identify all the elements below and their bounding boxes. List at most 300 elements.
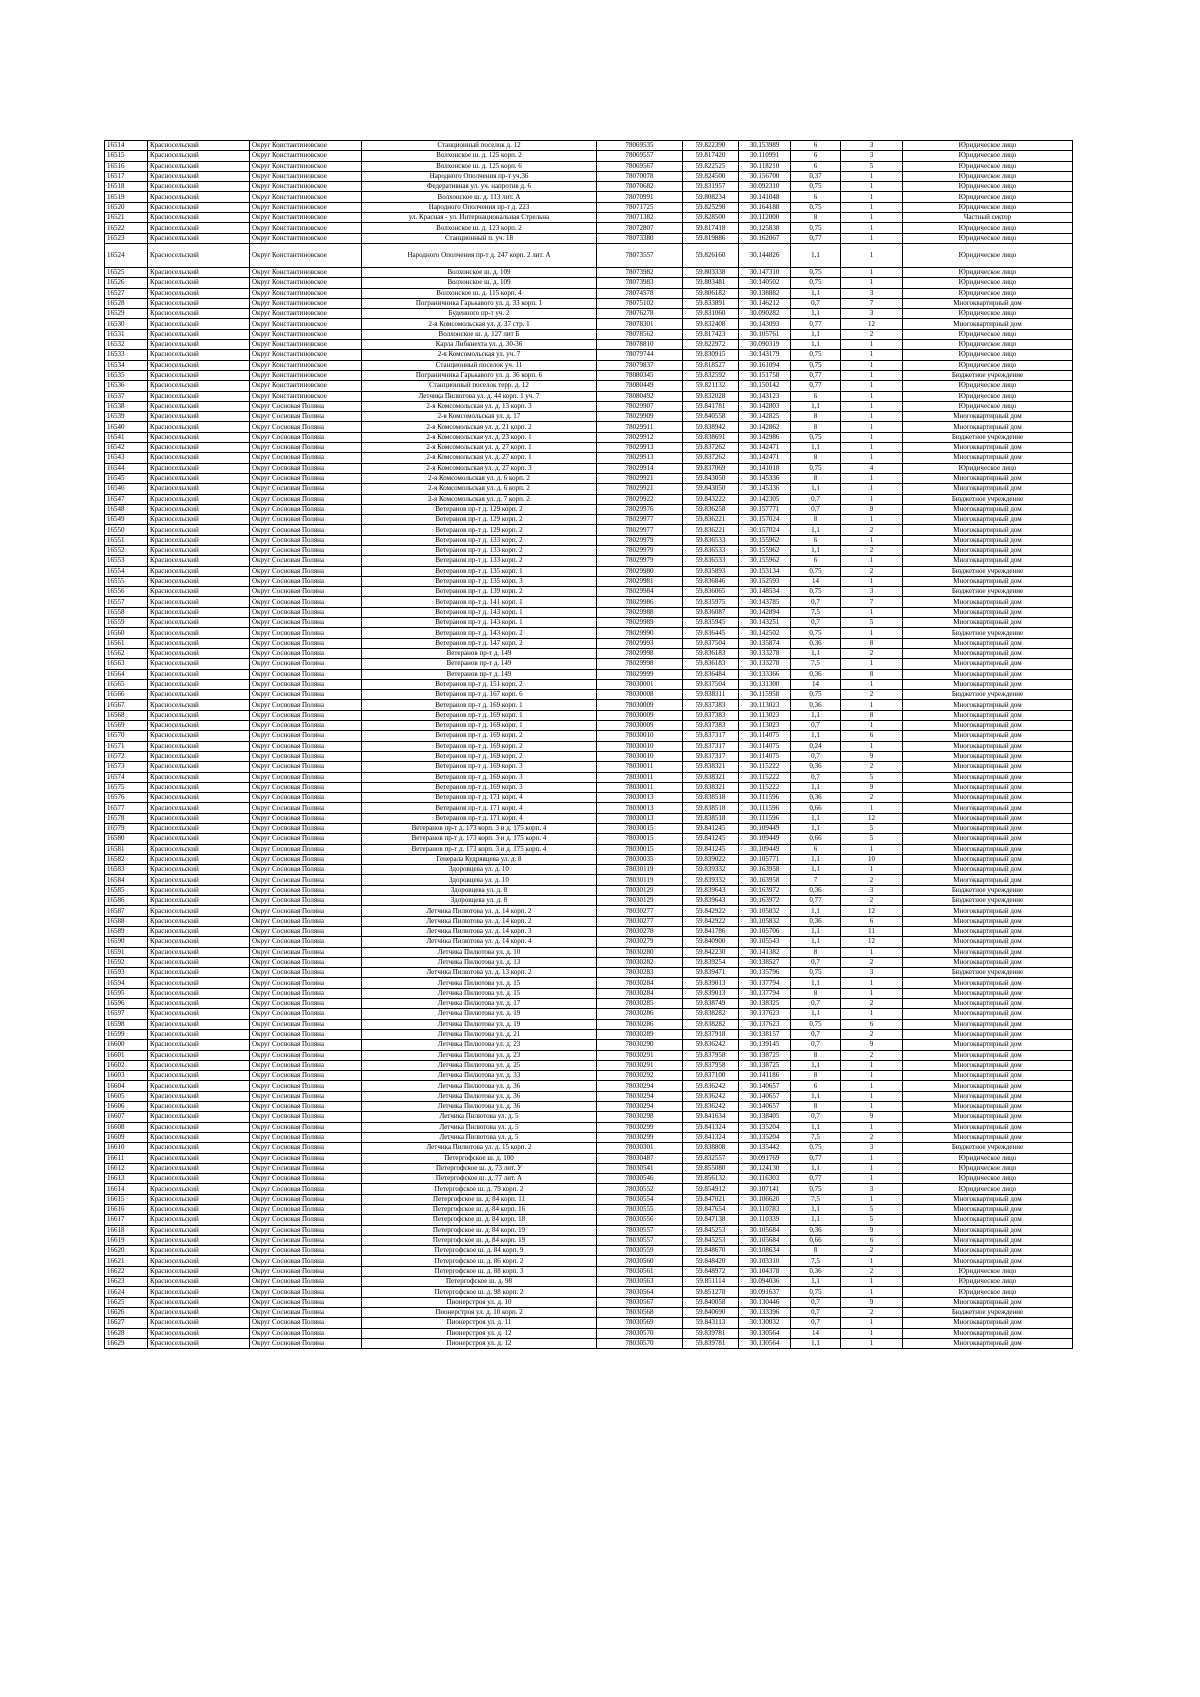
- cell-container-volume: 0,66: [791, 834, 841, 844]
- cell-row-number: 16543: [105, 453, 148, 463]
- cell-container-count: 2: [841, 1307, 903, 1317]
- cell-latitude: 59.817420: [683, 151, 739, 161]
- cell-row-number: 16534: [105, 360, 148, 370]
- cell-district: Красносельский: [148, 473, 250, 483]
- cell-address: Пионерстроя ул. д. 10 корп. 2: [362, 1307, 597, 1317]
- cell-municipal-okrug: Округ Сосновая Поляна: [250, 659, 362, 669]
- cell-owner-type: Многоквартирный дом: [903, 1204, 1073, 1214]
- cell-row-number: 16616: [105, 1204, 148, 1214]
- table-row: [105, 1297, 1073, 1307]
- cell-container-count: 2: [841, 566, 903, 576]
- cell-owner-type: Юридическое лицо: [903, 309, 1073, 319]
- cell-municipal-okrug: Округ Сосновая Поляна: [250, 1071, 362, 1081]
- cell-object-code: 78030570: [597, 1338, 683, 1348]
- cell-municipal-okrug: Округ Сосновая Поляна: [250, 1318, 362, 1328]
- cell-municipal-okrug: Округ Сосновая Поляна: [250, 638, 362, 648]
- cell-latitude: 59.837317: [683, 751, 739, 761]
- cell-latitude: 59.837069: [683, 463, 739, 473]
- cell-row-number: 16584: [105, 875, 148, 885]
- cell-object-code: 78030009: [597, 721, 683, 731]
- cell-municipal-okrug: Округ Сосновая Поляна: [250, 453, 362, 463]
- cell-district: Красносельский: [148, 607, 250, 617]
- cell-municipal-okrug: Округ Сосновая Поляна: [250, 1102, 362, 1112]
- cell-longitude: 30.138527: [739, 957, 791, 967]
- cell-district: Красносельский: [148, 576, 250, 586]
- cell-longitude: 30.105832: [739, 916, 791, 926]
- table-row: [105, 288, 1073, 298]
- cell-municipal-okrug: Округ Сосновая Поляна: [250, 1081, 362, 1091]
- cell-address: Ветеранов пр-т д. 169 корп. 1: [362, 700, 597, 710]
- cell-address: Ветеранов пр-т д. 169 корп. 2: [362, 751, 597, 761]
- cell-latitude: 59.837317: [683, 731, 739, 741]
- cell-municipal-okrug: Округ Сосновая Поляна: [250, 721, 362, 731]
- cell-container-count: 1: [841, 192, 903, 202]
- cell-container-count: 8: [841, 710, 903, 720]
- cell-container-volume: 1,1: [791, 545, 841, 555]
- cell-district: Красносельский: [148, 566, 250, 576]
- cell-longitude: 30.135204: [739, 1132, 791, 1142]
- cell-municipal-okrug: Округ Сосновая Поляна: [250, 566, 362, 576]
- cell-municipal-okrug: Округ Сосновая Поляна: [250, 1019, 362, 1029]
- cell-owner-type: Юридическое лицо: [903, 329, 1073, 339]
- cell-container-count: 9: [841, 504, 903, 514]
- table-row: [105, 916, 1073, 926]
- cell-owner-type: Многоквартирный дом: [903, 1194, 1073, 1204]
- cell-object-code: 78030282: [597, 957, 683, 967]
- cell-address: Здоровцева ул. д. 10: [362, 865, 597, 875]
- cell-object-code: 78029913: [597, 443, 683, 453]
- cell-container-count: 1: [841, 1287, 903, 1297]
- cell-container-count: 9: [841, 1297, 903, 1307]
- cell-district: Красносельский: [148, 700, 250, 710]
- cell-latitude: 59.836183: [683, 659, 739, 669]
- cell-address: Летчика Пилютова ул. д. 19: [362, 1019, 597, 1029]
- cell-latitude: 59.839013: [683, 988, 739, 998]
- table-row: [105, 1328, 1073, 1338]
- cell-object-code: 78029922: [597, 494, 683, 504]
- cell-object-code: 78070078: [597, 171, 683, 181]
- cell-municipal-okrug: Округ Сосновая Поляна: [250, 679, 362, 689]
- cell-latitude: 59.822525: [683, 161, 739, 171]
- table-row: [105, 762, 1073, 772]
- cell-owner-type: Юридическое лицо: [903, 182, 1073, 192]
- table-row: [105, 278, 1073, 288]
- cell-owner-type: Бюджетное учреждение: [903, 896, 1073, 906]
- table-row: [105, 443, 1073, 453]
- cell-row-number: 16578: [105, 813, 148, 823]
- cell-object-code: 78030291: [597, 1050, 683, 1060]
- cell-owner-type: Юридическое лицо: [903, 381, 1073, 391]
- cell-address: Петергофское ш. д. 84 корп. 9: [362, 1246, 597, 1256]
- cell-row-number: 16610: [105, 1143, 148, 1153]
- cell-container-count: 1: [841, 202, 903, 212]
- cell-district: Красносельский: [148, 319, 250, 329]
- cell-latitude: 59.803481: [683, 278, 739, 288]
- cell-owner-type: Многоквартирный дом: [903, 947, 1073, 957]
- cell-longitude: 30.137623: [739, 1009, 791, 1019]
- cell-district: Красносельский: [148, 1174, 250, 1184]
- cell-row-number: 16514: [105, 141, 148, 151]
- cell-longitude: 30.153989: [739, 141, 791, 151]
- cell-latitude: 59.847654: [683, 1204, 739, 1214]
- cell-municipal-okrug: Округ Сосновая Поляна: [250, 401, 362, 411]
- table-row: [105, 340, 1073, 350]
- cell-district: Красносельский: [148, 710, 250, 720]
- cell-latitude: 59.822972: [683, 340, 739, 350]
- cell-owner-type: Многоквартирный дом: [903, 937, 1073, 947]
- cell-object-code: 78030001: [597, 679, 683, 689]
- table-row: [105, 1235, 1073, 1245]
- cell-owner-type: Многоквартирный дом: [903, 813, 1073, 823]
- cell-longitude: 30.106620: [739, 1194, 791, 1204]
- cell-municipal-okrug: Округ Сосновая Поляна: [250, 607, 362, 617]
- cell-container-count: 2: [841, 545, 903, 555]
- cell-object-code: 78030560: [597, 1256, 683, 1266]
- cell-owner-type: Юридическое лицо: [903, 223, 1073, 233]
- cell-container-count: 1: [841, 453, 903, 463]
- cell-row-number: 16560: [105, 628, 148, 638]
- cell-row-number: 16587: [105, 906, 148, 916]
- table-row: [105, 844, 1073, 854]
- cell-district: Красносельский: [148, 267, 250, 277]
- cell-address: Петергофское ш. д. 77 лит. А: [362, 1174, 597, 1184]
- table-row: [105, 618, 1073, 628]
- cell-district: Красносельский: [148, 182, 250, 192]
- cell-container-count: 3: [841, 141, 903, 151]
- cell-container-volume: 6: [791, 151, 841, 161]
- cell-address: Петергофское ш. д. 84 корп. 16: [362, 1204, 597, 1214]
- table-row: [105, 669, 1073, 679]
- table-row: [105, 309, 1073, 319]
- cell-row-number: 16573: [105, 762, 148, 772]
- table-row: [105, 473, 1073, 483]
- cell-owner-type: Многоквартирный дом: [903, 422, 1073, 432]
- cell-row-number: 16597: [105, 1009, 148, 1019]
- cell-district: Красносельский: [148, 618, 250, 628]
- cell-district: Красносельский: [148, 772, 250, 782]
- cell-owner-type: Многоквартирный дом: [903, 1246, 1073, 1256]
- table-row: [105, 679, 1073, 689]
- cell-address: Ветеранов пр-т д. 135 корп. 1: [362, 566, 597, 576]
- cell-latitude: 59.835945: [683, 618, 739, 628]
- cell-container-volume: 8: [791, 473, 841, 483]
- cell-municipal-okrug: Округ Сосновая Поляна: [250, 1174, 362, 1184]
- cell-latitude: 59.840900: [683, 937, 739, 947]
- cell-latitude: 59.840690: [683, 1307, 739, 1317]
- cell-object-code: 78030564: [597, 1287, 683, 1297]
- cell-district: Красносельский: [148, 141, 250, 151]
- cell-municipal-okrug: Округ Константиновское: [250, 161, 362, 171]
- cell-row-number: 16528: [105, 298, 148, 308]
- cell-container-volume: 0,36: [791, 762, 841, 772]
- cell-container-count: 1: [841, 515, 903, 525]
- cell-container-volume: 1,1: [791, 906, 841, 916]
- cell-longitude: 30.130446: [739, 1297, 791, 1307]
- cell-district: Красносельский: [148, 834, 250, 844]
- cell-owner-type: Многоквартирный дом: [903, 762, 1073, 772]
- table-row: [105, 171, 1073, 181]
- table-row: [105, 937, 1073, 947]
- cell-district: Красносельский: [148, 1215, 250, 1225]
- cell-row-number: 16558: [105, 607, 148, 617]
- cell-district: Красносельский: [148, 1318, 250, 1328]
- cell-container-count: 1: [841, 432, 903, 442]
- cell-latitude: 59.838518: [683, 813, 739, 823]
- cell-address: Ветеранов пр-т д. 133 корп. 2: [362, 535, 597, 545]
- table-row: [105, 926, 1073, 936]
- cell-row-number: 16565: [105, 679, 148, 689]
- cell-municipal-okrug: Округ Сосновая Поляна: [250, 1235, 362, 1245]
- cell-container-volume: 8: [791, 453, 841, 463]
- cell-container-volume: 0,7: [791, 751, 841, 761]
- cell-district: Красносельский: [148, 278, 250, 288]
- cell-container-count: 1: [841, 803, 903, 813]
- cell-longitude: 30.143251: [739, 618, 791, 628]
- cell-object-code: 78030010: [597, 751, 683, 761]
- cell-owner-type: Многоквартирный дом: [903, 1112, 1073, 1122]
- cell-row-number: 16567: [105, 700, 148, 710]
- cell-container-count: 1: [841, 370, 903, 380]
- cell-row-number: 16517: [105, 171, 148, 181]
- cell-longitude: 30.110783: [739, 1204, 791, 1214]
- cell-district: Красносельский: [148, 793, 250, 803]
- cell-row-number: 16521: [105, 213, 148, 223]
- cell-row-number: 16552: [105, 545, 148, 555]
- cell-row-number: 16563: [105, 659, 148, 669]
- table-row: [105, 731, 1073, 741]
- cell-address: Летчика Пилютова ул. д. 5: [362, 1132, 597, 1142]
- cell-container-count: 9: [841, 1225, 903, 1235]
- table-row: [105, 628, 1073, 638]
- cell-district: Красносельский: [148, 1122, 250, 1132]
- table-row: [105, 782, 1073, 792]
- cell-longitude: 30.111596: [739, 813, 791, 823]
- cell-address: Здоровцева ул. д. 10: [362, 875, 597, 885]
- cell-row-number: 16613: [105, 1174, 148, 1184]
- cell-district: Красносельский: [148, 803, 250, 813]
- table-row: [105, 1246, 1073, 1256]
- cell-object-code: 78030561: [597, 1266, 683, 1276]
- cell-container-count: 1: [841, 1153, 903, 1163]
- cell-owner-type: Многоквартирный дом: [903, 473, 1073, 483]
- cell-owner-type: Многоквартирный дом: [903, 844, 1073, 854]
- cell-address: Петергофское ш. д. 86 корп. 2: [362, 1256, 597, 1266]
- cell-row-number: 16624: [105, 1287, 148, 1297]
- table-row: [105, 192, 1073, 202]
- cell-district: Красносельский: [148, 391, 250, 401]
- cell-address: Ветеранов пр-т д. 149: [362, 669, 597, 679]
- cell-municipal-okrug: Округ Сосновая Поляна: [250, 999, 362, 1009]
- cell-latitude: 59.854912: [683, 1184, 739, 1194]
- cell-owner-type: Многоквартирный дом: [903, 453, 1073, 463]
- cell-longitude: 30.090319: [739, 340, 791, 350]
- cell-row-number: 16603: [105, 1071, 148, 1081]
- cell-district: Красносельский: [148, 1338, 250, 1348]
- cell-row-number: 16545: [105, 473, 148, 483]
- cell-object-code: 78029921: [597, 484, 683, 494]
- cell-object-code: 78030119: [597, 865, 683, 875]
- cell-object-code: 78079744: [597, 350, 683, 360]
- cell-container-volume: 0,75: [791, 432, 841, 442]
- cell-object-code: 78069557: [597, 151, 683, 161]
- cell-latitude: 59.841324: [683, 1122, 739, 1132]
- cell-latitude: 59.836183: [683, 648, 739, 658]
- cell-owner-type: Многоквартирный дом: [903, 865, 1073, 875]
- table-row: [105, 1081, 1073, 1091]
- cell-municipal-okrug: Округ Сосновая Поляна: [250, 772, 362, 782]
- cell-municipal-okrug: Округ Сосновая Поляна: [250, 648, 362, 658]
- cell-municipal-okrug: Округ Сосновая Поляна: [250, 432, 362, 442]
- cell-owner-type: Многоквартирный дом: [903, 1132, 1073, 1142]
- cell-district: Красносельский: [148, 192, 250, 202]
- cell-container-count: 2: [841, 875, 903, 885]
- cell-container-count: 1: [841, 556, 903, 566]
- cell-municipal-okrug: Округ Сосновая Поляна: [250, 576, 362, 586]
- cell-municipal-okrug: Округ Сосновая Поляна: [250, 463, 362, 473]
- cell-row-number: 16585: [105, 885, 148, 895]
- cell-object-code: 78079837: [597, 360, 683, 370]
- cell-district: Красносельский: [148, 453, 250, 463]
- cell-longitude: 30.137623: [739, 1019, 791, 1029]
- cell-container-volume: 0,7: [791, 618, 841, 628]
- cell-container-volume: 0,75: [791, 267, 841, 277]
- cell-container-count: 1: [841, 1009, 903, 1019]
- cell-address: Федеративная ул. уч. напротив д. 6: [362, 182, 597, 192]
- cell-container-volume: 0,77: [791, 896, 841, 906]
- cell-district: Красносельский: [148, 947, 250, 957]
- table-row: [105, 1102, 1073, 1112]
- cell-longitude: 30.137794: [739, 978, 791, 988]
- table-row: [105, 824, 1073, 834]
- table-row: [105, 1091, 1073, 1101]
- cell-object-code: 78029980: [597, 566, 683, 576]
- cell-municipal-okrug: Округ Сосновая Поляна: [250, 896, 362, 906]
- cell-container-count: 1: [841, 1318, 903, 1328]
- cell-object-code: 78029986: [597, 597, 683, 607]
- cell-longitude: 30.103310: [739, 1256, 791, 1266]
- cell-container-volume: 1,1: [791, 484, 841, 494]
- cell-row-number: 16612: [105, 1163, 148, 1173]
- cell-municipal-okrug: Округ Сосновая Поляна: [250, 1091, 362, 1101]
- cell-longitude: 30.137794: [739, 988, 791, 998]
- cell-latitude: 59.838942: [683, 422, 739, 432]
- cell-row-number: 16541: [105, 432, 148, 442]
- cell-object-code: 78029998: [597, 659, 683, 669]
- cell-owner-type: Многоквартирный дом: [903, 1215, 1073, 1225]
- cell-latitude: 59.835975: [683, 597, 739, 607]
- cell-municipal-okrug: Округ Сосновая Поляна: [250, 1246, 362, 1256]
- cell-container-volume: 0,77: [791, 1174, 841, 1184]
- cell-municipal-okrug: Округ Константиновское: [250, 233, 362, 243]
- cell-address: Здоровцева ул. д. 8: [362, 896, 597, 906]
- cell-district: Красносельский: [148, 1143, 250, 1153]
- cell-district: Красносельский: [148, 171, 250, 181]
- cell-container-count: 1: [841, 1060, 903, 1070]
- cell-address: 2-я Комсомольская ул. д. 21 корп. 2: [362, 422, 597, 432]
- cell-address: 2-я Комсомольская ул. д. 13 корп. 3: [362, 401, 597, 411]
- cell-container-volume: 0,75: [791, 628, 841, 638]
- cell-longitude: 30.140657: [739, 1102, 791, 1112]
- cell-container-volume: 1,1: [791, 329, 841, 339]
- cell-object-code: 78030277: [597, 916, 683, 926]
- cell-municipal-okrug: Округ Сосновая Поляна: [250, 741, 362, 751]
- cell-row-number: 16600: [105, 1040, 148, 1050]
- cell-container-volume: 7,5: [791, 659, 841, 669]
- cell-row-number: 16604: [105, 1081, 148, 1091]
- cell-row-number: 16533: [105, 350, 148, 360]
- cell-latitude: 59.842230: [683, 947, 739, 957]
- cell-container-count: 7: [841, 597, 903, 607]
- cell-address: Ветеранов пр-т д. 129 корп. 2: [362, 515, 597, 525]
- cell-row-number: 16544: [105, 463, 148, 473]
- table-row: [105, 453, 1073, 463]
- cell-container-volume: 0,77: [791, 319, 841, 329]
- cell-owner-type: Бюджетное учреждение: [903, 968, 1073, 978]
- cell-container-volume: 0,36: [791, 700, 841, 710]
- cell-latitude: 59.838518: [683, 793, 739, 803]
- cell-municipal-okrug: Округ Сосновая Поляна: [250, 1204, 362, 1214]
- cell-longitude: 30.143785: [739, 597, 791, 607]
- cell-container-count: 1: [841, 401, 903, 411]
- cell-container-count: 2: [841, 1246, 903, 1256]
- cell-row-number: 16620: [105, 1246, 148, 1256]
- cell-address: Ветеранов пр-т д. 129 корп. 2: [362, 525, 597, 535]
- cell-municipal-okrug: Округ Константиновское: [250, 223, 362, 233]
- cell-row-number: 16535: [105, 370, 148, 380]
- cell-object-code: 78030280: [597, 947, 683, 957]
- cell-row-number: 16598: [105, 1019, 148, 1029]
- cell-longitude: 30.138882: [739, 288, 791, 298]
- cell-owner-type: Юридическое лицо: [903, 1174, 1073, 1184]
- cell-row-number: 16518: [105, 182, 148, 192]
- cell-address: Ветеранов пр-т д. 171 корп. 4: [362, 793, 597, 803]
- cell-owner-type: Многоквартирный дом: [903, 988, 1073, 998]
- cell-object-code: 78030013: [597, 813, 683, 823]
- cell-owner-type: Юридическое лицо: [903, 243, 1073, 267]
- cell-latitude: 59.836221: [683, 515, 739, 525]
- cell-owner-type: Юридическое лицо: [903, 1277, 1073, 1287]
- cell-owner-type: Юридическое лицо: [903, 1163, 1073, 1173]
- cell-municipal-okrug: Округ Сосновая Поляна: [250, 690, 362, 700]
- cell-address: Летчика Пилютова ул. д. 36: [362, 1102, 597, 1112]
- cell-row-number: 16614: [105, 1184, 148, 1194]
- cell-row-number: 16525: [105, 267, 148, 277]
- cell-municipal-okrug: Округ Сосновая Поляна: [250, 875, 362, 885]
- cell-container-count: 3: [841, 288, 903, 298]
- cell-object-code: 78029976: [597, 504, 683, 514]
- cell-container-volume: 1,1: [791, 1204, 841, 1214]
- cell-latitude: 59.836533: [683, 545, 739, 555]
- cell-row-number: 16523: [105, 233, 148, 243]
- cell-address: Ветеранов пр-т д. 173 корп. 3 и д. 175 корп. 4: [362, 834, 597, 844]
- cell-municipal-okrug: Округ Сосновая Поляна: [250, 556, 362, 566]
- cell-owner-type: Юридическое лицо: [903, 171, 1073, 181]
- cell-longitude: 30.139145: [739, 1040, 791, 1050]
- cell-object-code: 78029921: [597, 473, 683, 483]
- cell-longitude: 30.110339: [739, 1215, 791, 1225]
- cell-owner-type: Многоквартирный дом: [903, 556, 1073, 566]
- cell-row-number: 16591: [105, 947, 148, 957]
- cell-object-code: 78073983: [597, 278, 683, 288]
- cell-container-volume: 0,7: [791, 504, 841, 514]
- cell-address: Волхонское ш. д. 109: [362, 278, 597, 288]
- cell-longitude: 30.162067: [739, 233, 791, 243]
- cell-district: Красносельский: [148, 1029, 250, 1039]
- cell-latitude: 59.843222: [683, 494, 739, 504]
- cell-longitude: 30.143179: [739, 350, 791, 360]
- table-row: [105, 1122, 1073, 1132]
- cell-container-volume: 0,75: [791, 1184, 841, 1194]
